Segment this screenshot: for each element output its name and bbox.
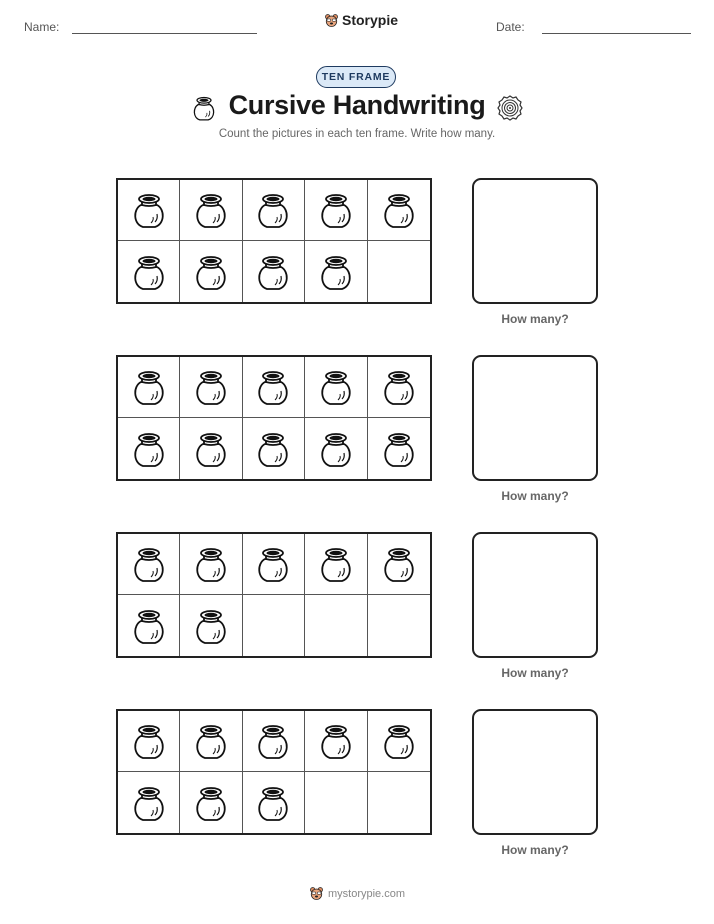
- frame-cell: [368, 595, 430, 656]
- pot-icon: [379, 429, 419, 469]
- footer-url[interactable]: mystorypie.com: [327, 887, 406, 900]
- frame-cell: [118, 595, 180, 656]
- pot-icon: [129, 252, 169, 292]
- pot-icon: [129, 721, 169, 761]
- answer-box[interactable]: [472, 355, 598, 481]
- pot-icon: [316, 721, 356, 761]
- pot-icon: [316, 367, 356, 407]
- answer-box[interactable]: [472, 178, 598, 304]
- pot-icon: [253, 544, 293, 584]
- frame-cell: [305, 418, 367, 479]
- pot-icon: [253, 429, 293, 469]
- frame-cell: [305, 711, 367, 772]
- frame-cell: [368, 180, 430, 241]
- pot-icon: [316, 429, 356, 469]
- frame-cell: [180, 418, 242, 479]
- answer-box[interactable]: [472, 709, 598, 835]
- frame-cell: [305, 180, 367, 241]
- frame-cell: [243, 534, 305, 595]
- pot-icon: [191, 252, 231, 292]
- instructions: Count the pictures in each ten frame. Write how many.: [218, 128, 496, 140]
- pot-icon: [253, 783, 293, 823]
- frame-cell: [305, 772, 367, 833]
- pot-icon: [191, 606, 231, 646]
- page-title: Cursive Handwriting: [228, 90, 486, 120]
- pot-icon: [191, 190, 231, 230]
- how-many-label: How many?: [501, 843, 569, 857]
- frame-cell: [305, 595, 367, 656]
- ten-frame: [116, 355, 432, 481]
- pot-icon: [316, 544, 356, 584]
- how-many-label: How many?: [501, 312, 569, 326]
- pot-icon: [379, 190, 419, 230]
- date-label: Date:: [496, 20, 525, 34]
- frame-cell: [243, 772, 305, 833]
- swirl-icon: [496, 94, 524, 122]
- frame-cell: [243, 418, 305, 479]
- frame-cell: [118, 772, 180, 833]
- name-line[interactable]: [72, 33, 257, 34]
- bear-icon: [309, 886, 324, 901]
- frame-cell: [118, 180, 180, 241]
- how-many-label: How many?: [501, 489, 569, 503]
- frame-cell: [180, 357, 242, 418]
- name-label: Name:: [24, 20, 60, 34]
- frame-cell: [368, 772, 430, 833]
- pot-icon: [191, 367, 231, 407]
- ten-frame: [116, 532, 432, 658]
- brand-name: Storypie: [342, 12, 399, 28]
- pot-icon: [253, 252, 293, 292]
- pot-icon: [129, 429, 169, 469]
- frame-cell: [243, 357, 305, 418]
- frame-cell: [368, 534, 430, 595]
- frame-cell: [243, 180, 305, 241]
- pot-icon: [253, 721, 293, 761]
- pot-icon: [129, 783, 169, 823]
- frame-cell: [305, 357, 367, 418]
- pot-icon: [253, 367, 293, 407]
- frame-cell: [243, 241, 305, 302]
- frame-cell: [118, 357, 180, 418]
- bear-icon: [324, 13, 339, 28]
- pot-icon: [191, 544, 231, 584]
- frame-cell: [118, 241, 180, 302]
- pot-icon: [379, 721, 419, 761]
- frame-cell: [368, 418, 430, 479]
- frame-cell: [368, 357, 430, 418]
- ten-frame: [116, 709, 432, 835]
- pot-icon: [253, 190, 293, 230]
- frame-cell: [180, 711, 242, 772]
- frame-cell: [118, 534, 180, 595]
- frame-cell: [118, 711, 180, 772]
- frame-cell: [368, 241, 430, 302]
- pot-icon: [191, 721, 231, 761]
- answer-box[interactable]: [472, 532, 598, 658]
- how-many-label: How many?: [501, 666, 569, 680]
- frame-cell: [243, 711, 305, 772]
- frame-cell: [180, 180, 242, 241]
- frame-cell: [180, 595, 242, 656]
- pot-icon: [379, 367, 419, 407]
- frame-cell: [180, 534, 242, 595]
- frame-cell: [243, 595, 305, 656]
- frame-cell: [368, 711, 430, 772]
- frame-cell: [305, 534, 367, 595]
- pot-icon: [316, 252, 356, 292]
- pot-icon: [129, 606, 169, 646]
- pot-icon: [316, 190, 356, 230]
- pot-icon: [191, 429, 231, 469]
- pot-icon: [129, 190, 169, 230]
- frame-cell: [180, 241, 242, 302]
- ten-frame: [116, 178, 432, 304]
- pot-icon: [129, 367, 169, 407]
- pot-icon: [379, 544, 419, 584]
- category-badge: TEN FRAME: [316, 66, 396, 88]
- pot-icon: [191, 783, 231, 823]
- frame-cell: [305, 241, 367, 302]
- pot-icon: [129, 544, 169, 584]
- footer: [0, 886, 714, 901]
- brand-logo: [324, 12, 398, 28]
- date-line[interactable]: [542, 33, 691, 34]
- frame-cell: [118, 418, 180, 479]
- frame-cell: [180, 772, 242, 833]
